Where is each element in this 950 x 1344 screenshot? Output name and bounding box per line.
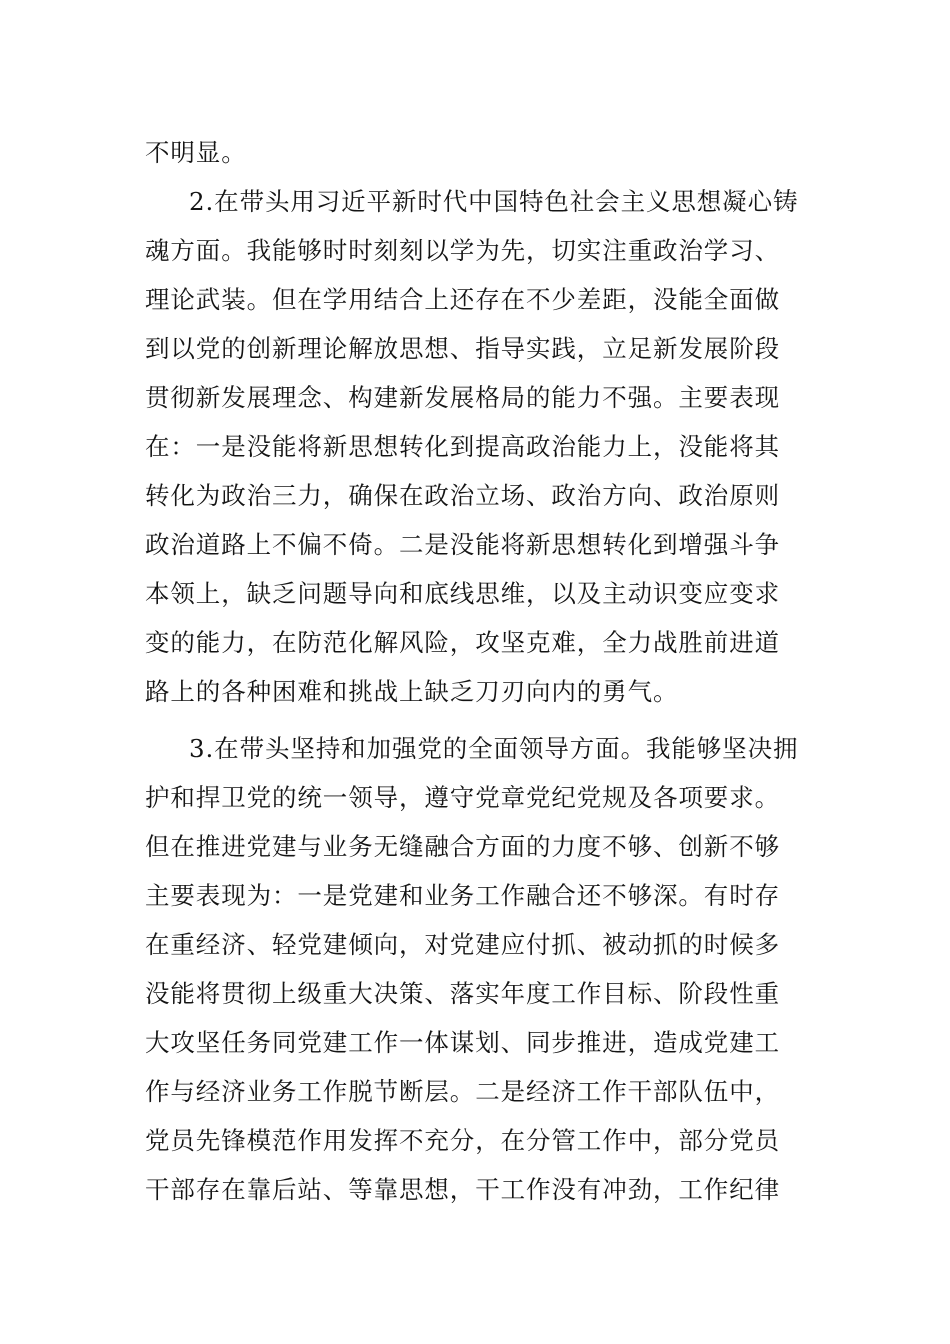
text-line: 主要表现为：一是党建和业务工作融合还不够深。有时存 xyxy=(145,881,780,910)
text-line: 到以党的创新理论解放思想、指导实践，立足新发展阶段 xyxy=(145,334,780,363)
text-line: 不明显。 xyxy=(145,138,247,167)
text-line: 变的能力，在防范化解风险，攻坚克难，全力战胜前进道 xyxy=(145,628,780,657)
paragraph-continuation xyxy=(145,128,810,177)
text-line: 在：一是没能将新思想转化到提高政治能力上，没能将其 xyxy=(145,432,780,461)
text-line: 没能将贯彻上级重大决策、落实年度工作目标、阶段性重 xyxy=(145,979,780,1008)
text-line: 3.在带头坚持和加强党的全面领导方面。我能够坚决拥 xyxy=(189,734,799,763)
text-line: 护和捍卫党的统一领导，遵守党章党纪党规及各项要求。 xyxy=(145,783,780,812)
text-line: 贯彻新发展理念、构建新发展格局的能力不强。主要表现 xyxy=(145,383,780,412)
text-line: 大攻坚任务同党建工作一体谋划、同步推进，造成党建工 xyxy=(145,1028,780,1057)
text-line: 2.在带头用习近平新时代中国特色社会主义思想凝心铸 xyxy=(189,187,799,216)
text-line: 魂方面。我能够时时刻刻以学为先，切实注重政治学习、 xyxy=(145,236,780,265)
text-line: 政治道路上不偏不倚。二是没能将新思想转化到增强斗争 xyxy=(145,530,780,559)
text-line: 党员先锋模范作用发挥不充分，在分管工作中，部分党员 xyxy=(145,1126,780,1155)
text-line: 在重经济、轻党建倾向，对党建应付抓、被动抓的时候多 xyxy=(145,930,780,959)
paragraph-item-2 xyxy=(145,177,810,716)
text-line: 理论武装。但在学用结合上还存在不少差距，没能全面做 xyxy=(145,285,780,314)
text-line: 作与经济业务工作脱节断层。二是经济工作干部队伍中， xyxy=(145,1077,780,1106)
paragraph-spacing xyxy=(145,716,810,724)
text-line: 转化为政治三力，确保在政治立场、政治方向、政治原则 xyxy=(145,481,780,510)
text-line: 干部存在靠后站、等靠思想，干工作没有冲劲，工作纪律 xyxy=(145,1175,780,1204)
text-line: 本领上，缺乏问题导向和底线思维，以及主动识变应变求 xyxy=(145,579,780,608)
text-line: 路上的各种困难和挑战上缺乏刀刃向内的勇气。 xyxy=(145,677,679,706)
paragraph-item-3 xyxy=(145,724,810,1214)
document-body xyxy=(145,128,810,1214)
text-line: 但在推进党建与业务无缝融合方面的力度不够、创新不够 xyxy=(145,832,780,861)
